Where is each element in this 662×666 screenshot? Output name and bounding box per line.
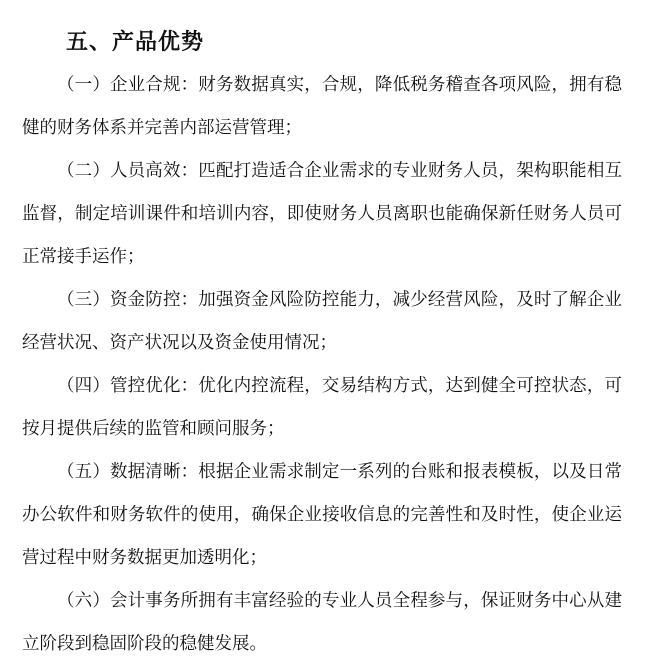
advantage-text: 加强资金风险防控能力，减少经营风险，及时了解企业经营状况、资产状况以及资金使用情况； — [22, 290, 623, 353]
advantage-paragraph-2 — [22, 150, 622, 279]
advantage-text: 财务数据真实，合规，降低税务稽查各项风险，拥有稳健的财务体系并完善内部运营管理； — [22, 75, 623, 138]
advantage-label: （一）企业合规： — [57, 75, 199, 95]
advantage-label: （四）管控优化： — [57, 376, 199, 396]
advantage-label: （二）人员高效： — [57, 161, 199, 181]
section-heading: 五、产品优势 — [66, 29, 205, 55]
advantage-text: 匹配打造适合企业需求的专业财务人员，架构职能相互监督，制定培训课件和培训内容，即使财务人员离职也能确保新任财务人员可正常接手运作； — [22, 161, 623, 267]
advantage-text: 根据企业需求制定一系列的台账和报表模板，以及日常办公软件和财务软件的使用，确保企业接收信息的完善性和及时性，使企业运营过程中财务数据更加透明化； — [22, 462, 623, 568]
advantage-paragraph-5 — [22, 451, 622, 580]
advantages-list — [22, 64, 622, 666]
advantage-label: （三）资金防控： — [57, 290, 199, 310]
advantage-paragraph-6 — [22, 580, 622, 666]
advantage-paragraph-4 — [22, 365, 622, 451]
advantage-label: （六） — [57, 591, 110, 611]
advantage-text: 会计事务所拥有丰富经验的专业人员全程参与，保证财务中心从建立阶段到稳固阶段的稳健发展。 — [22, 591, 622, 654]
advantage-label: （五）数据清晰： — [57, 462, 199, 482]
advantage-paragraph-1 — [22, 64, 622, 150]
advantage-text: 优化内控流程，交易结构方式，达到健全可控状态，可按月提供后续的监管和顾问服务； — [22, 376, 623, 439]
advantage-paragraph-3 — [22, 279, 622, 365]
